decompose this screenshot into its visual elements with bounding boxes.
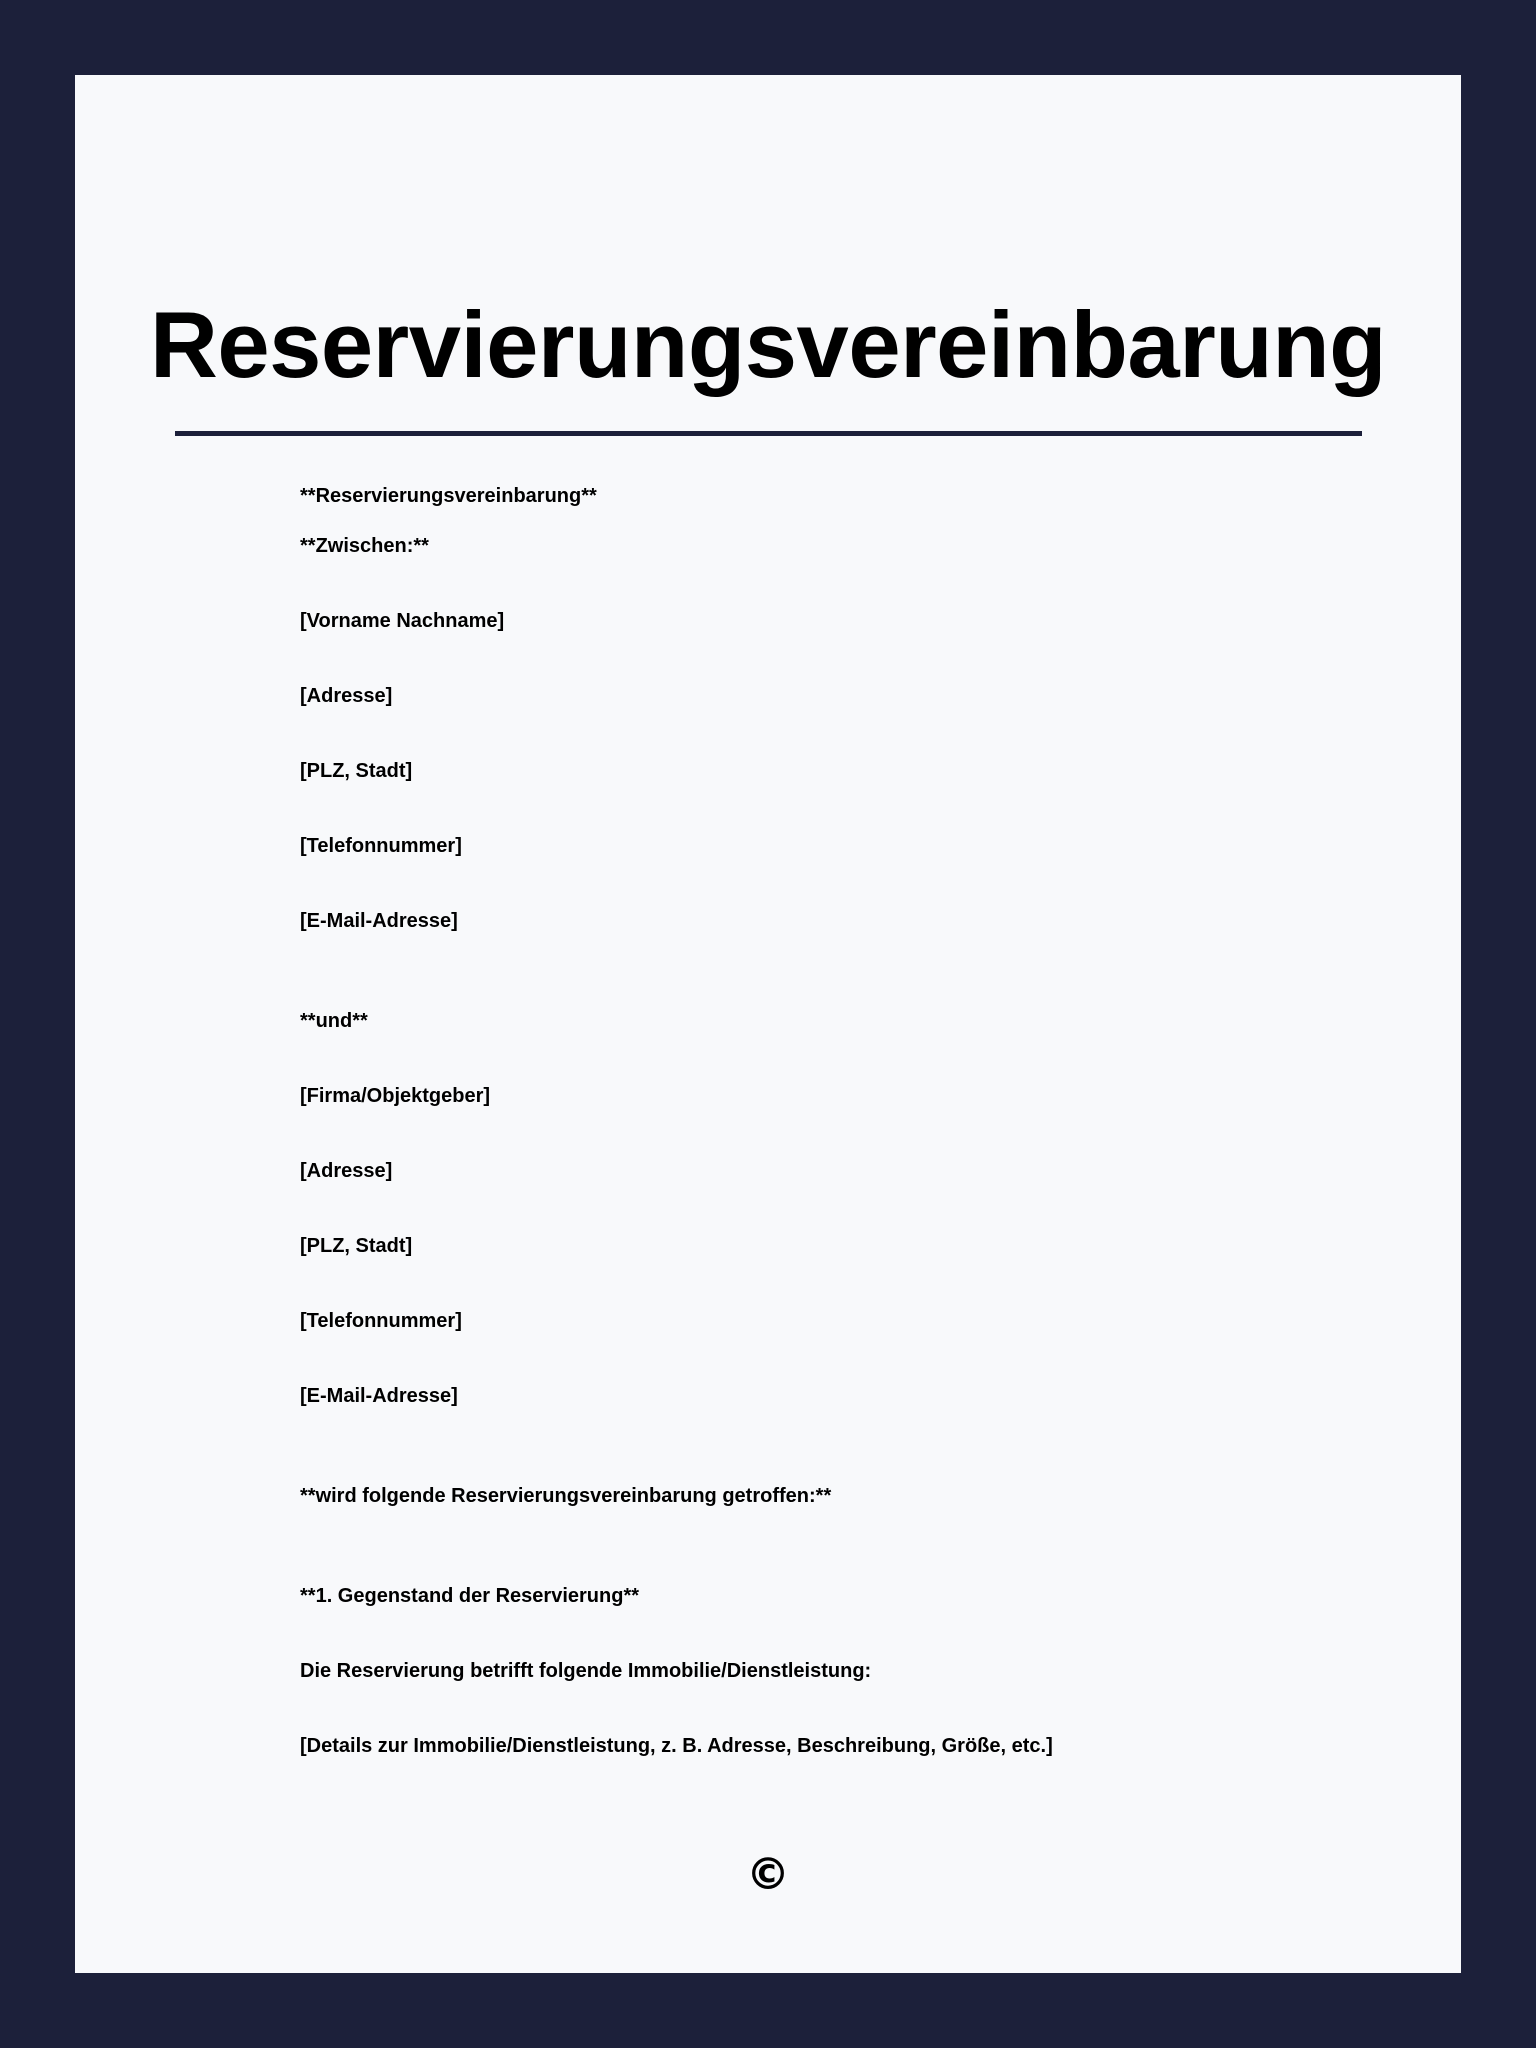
agreement-statement: **wird folgende Reservierungsvereinbarung getroffen:**	[300, 1485, 832, 1507]
and-label: **und**	[300, 1010, 368, 1032]
party1-city: [PLZ, Stadt]	[300, 760, 413, 782]
section-1-details: [Details zur Immobilie/Dienstleistung, z. B. Adresse, Beschreibung, Größe, etc.]	[300, 1735, 1053, 1757]
party1-phone: [Telefonnummer]	[300, 835, 462, 857]
section-1-heading: **1. Gegenstand der Reservierung**	[300, 1585, 640, 1607]
document-page	[75, 75, 1461, 1973]
copyright-icon: ©	[746, 1849, 790, 1900]
section-1-text: Die Reservierung betrifft folgende Immobilie/Dienstleistung:	[300, 1660, 872, 1682]
party1-email: [E-Mail-Adresse]	[300, 910, 458, 932]
party2-address: [Adresse]	[300, 1160, 393, 1182]
heading-line: **Reservierungsvereinbarung**	[300, 485, 597, 507]
party2-company: [Firma/Objektgeber]	[300, 1085, 491, 1107]
between-label: **Zwischen:**	[300, 535, 429, 557]
party2-email: [E-Mail-Adresse]	[300, 1385, 458, 1407]
party2-city: [PLZ, Stadt]	[300, 1235, 413, 1257]
party1-address: [Adresse]	[300, 685, 393, 707]
title-divider	[175, 431, 1362, 436]
document-title: Reservierungsvereinbarung	[149, 292, 1387, 397]
party1-name: [Vorname Nachname]	[300, 610, 505, 632]
party2-phone: [Telefonnummer]	[300, 1310, 462, 1332]
